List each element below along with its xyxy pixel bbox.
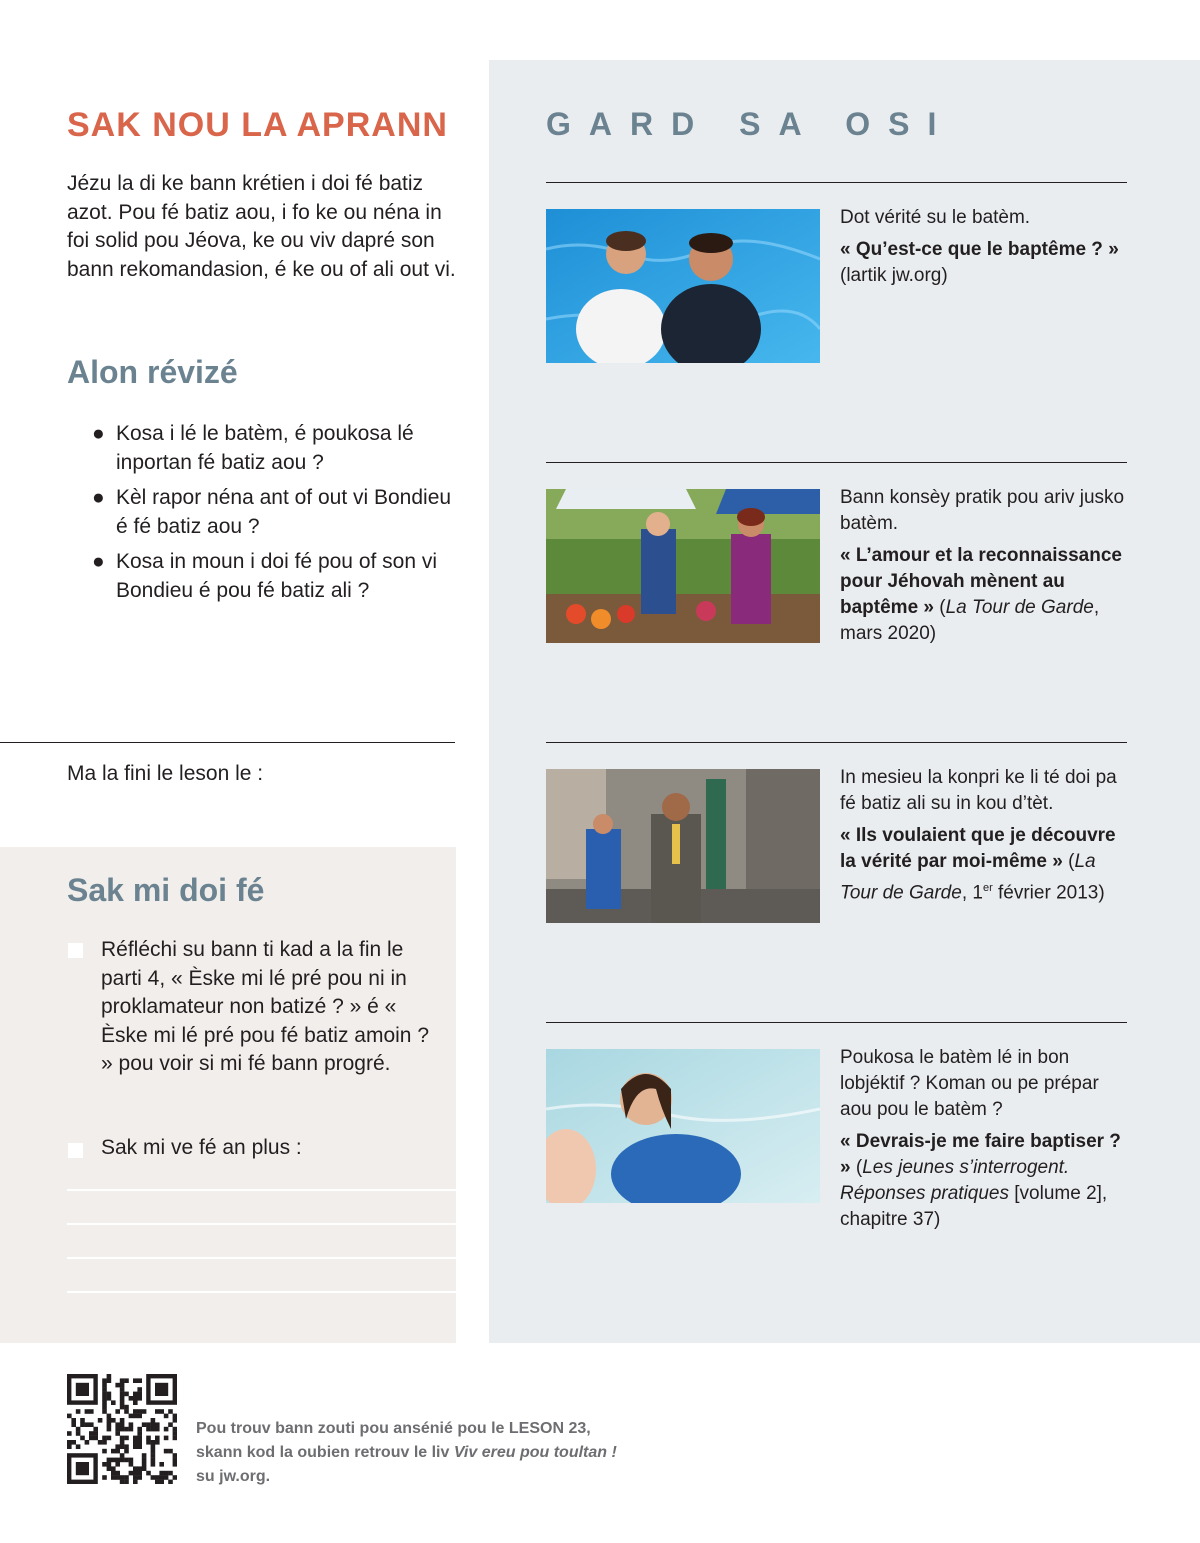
review-question: Kèl rapor néna ant of out vi Bondieu é fé batiz aou ?: [116, 486, 452, 538]
todo-item-text: Sak mi ve fé an plus :: [101, 1136, 302, 1159]
lesson-finished-label: Ma la fini le leson le :: [67, 762, 264, 785]
reference-description: Poukosa le batèm lé in bon lobjéktif ? Koman ou pe prépar aou pou le batèm ?: [840, 1047, 1099, 1120]
further-reading-title: GARD SA OSI: [546, 106, 955, 142]
article-title-link[interactable]: « Devrais-je me faire baptiser ? »: [840, 1131, 1121, 1178]
learned-summary: Jézu la di ke bann krétien i doi fé batiz azot. Pou fé batiz aou, i fo ke ou néna in foi solid pou Jéova, ke ou viv dapré son bann rekomandasion, é ke ou of ali out vi.: [67, 172, 456, 281]
todo-item-text: Réfléchi su bann ti kad a la fin le parti 4, « Èske mi lé pré pou ni in proklamateur non batizé ? » é « Èske mi lé pré pou fé batiz amoin ? » pou voir si mi fé bann progré.: [101, 938, 430, 1075]
review-item: [92, 420, 462, 477]
todo-title: Sak mi doi fé: [67, 872, 265, 908]
reference-entry: [840, 765, 1135, 906]
young-woman-baptism-photo: [546, 1049, 820, 1203]
write-in-line[interactable]: [67, 1189, 456, 1191]
divider: [546, 182, 1127, 183]
reference-citation: « Qu’est-ce que le baptême ? » (lartik jw.org): [840, 239, 1119, 286]
article-title-link[interactable]: « L’amour et la reconnaissance pour Jéhovah mènent au baptême »: [840, 545, 1122, 618]
article-title-link[interactable]: « Qu’est-ce que le baptême ? »: [840, 239, 1119, 260]
reference-entry: [840, 205, 1135, 289]
reference-citation: « Ils voulaient que je découvre la vérité par moi-même » (La Tour de Garde, 1er février 2013): [840, 825, 1116, 904]
todo-checkbox[interactable]: [68, 943, 83, 958]
reference-description: Dot vérité su le batèm.: [840, 207, 1031, 228]
write-in-line[interactable]: [67, 1257, 456, 1259]
reference-citation: « Devrais-je me faire baptiser ? » (Les jeunes s’interrogent. Réponses pratiques [volume 2], chapitre 37): [840, 1131, 1121, 1230]
qr-code-icon[interactable]: [67, 1374, 177, 1484]
city-street-man-photo: [546, 769, 820, 923]
review-title: Alon révizé: [67, 354, 238, 390]
reference-description: In mesieu la konpri ke li té doi pa fé batiz ali su in kou d’tèt.: [840, 767, 1117, 814]
review-item: [92, 548, 462, 605]
bullet-icon: ●: [92, 486, 105, 509]
reference-entry: [840, 1045, 1135, 1233]
bullet-icon: ●: [92, 550, 105, 573]
article-title-link[interactable]: « Ils voulaient que je découvre la vérité par moi-même »: [840, 825, 1116, 872]
divider: [546, 742, 1127, 743]
divider: [0, 742, 455, 743]
divider: [546, 1022, 1127, 1023]
reference-citation: « L’amour et la reconnaissance pour Jéhovah mènent au baptême » (La Tour de Garde, mars 2020): [840, 545, 1122, 644]
baptism-pool-photo: [546, 209, 820, 363]
review-question: Kosa i lé le batèm, é poukosa lé inportan fé batiz aou ?: [116, 422, 414, 474]
divider: [546, 462, 1127, 463]
reference-description: Bann konsèy pratik pou ariv jusko batèm.: [840, 487, 1125, 534]
review-question: Kosa in moun i doi fé pou of son vi Bondieu é pou fé batiz ali ?: [116, 550, 438, 602]
write-in-line[interactable]: [67, 1223, 456, 1225]
market-conversation-photo: [546, 489, 820, 643]
reference-entry: [840, 485, 1135, 647]
todo-checkbox[interactable]: [68, 1143, 83, 1158]
write-in-line[interactable]: [67, 1291, 456, 1293]
todo-panel: [0, 847, 456, 1343]
review-item: [92, 484, 462, 541]
bullet-icon: ●: [92, 422, 105, 445]
learned-title: SAK NOU LA APRANN: [67, 106, 448, 144]
footer-note: Pou trouv bann zouti pou ansénié pou le LESON 23, skann kod la oubien retrouv le liv Viv ereu pou toultan ! su jw.org.: [196, 1420, 617, 1485]
review-list: [92, 420, 462, 612]
